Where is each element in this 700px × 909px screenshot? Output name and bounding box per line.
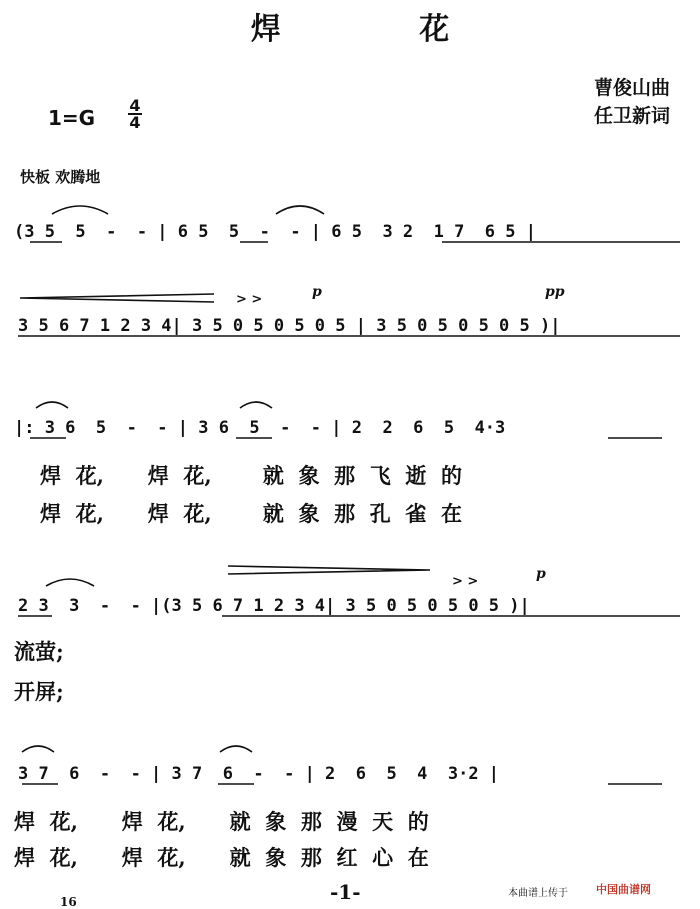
accent-marks: > > <box>452 574 479 589</box>
site-logo: 中国曲谱网 <box>596 883 651 896</box>
accent-marks: > > <box>236 292 263 307</box>
time-signature-denominator: 4 <box>129 113 141 132</box>
page-number: -1- <box>330 880 361 904</box>
source-text: 本曲谱上传于 <box>508 888 568 899</box>
crescendo-hairpin <box>20 294 214 302</box>
lyricist: 任卫新词 <box>593 105 670 127</box>
slur <box>46 579 94 586</box>
slur <box>276 206 324 214</box>
dynamic-mark: p <box>536 566 546 582</box>
lyric-line-6: 焊 花, 焊 花, 就 象 那 红 心 在 <box>14 845 429 870</box>
composer: 曹俊山曲 <box>593 77 670 99</box>
notation-row-4: 2 3 3 - - |(3 5 6 7 1 2 3 4| 3 5 0 5 0 5 0 5 )| <box>18 596 530 616</box>
notation-row-1: (3 5 5 - - | 6 5 5 - - | 6 5 3 2 1 7 6 5 | <box>14 222 536 242</box>
crescendo-hairpin <box>228 566 430 574</box>
lyric-line-4: 开屏; <box>14 679 64 704</box>
slur <box>220 746 252 752</box>
notation-row-2: 3 5 6 7 1 2 3 4| 3 5 0 5 0 5 0 5 | 3 5 0 5 0 5 0 5 )| <box>18 316 561 336</box>
lyric-line-2: 焊 花, 焊 花, 就 象 那 孔 雀 在 <box>40 501 463 526</box>
time-signature-numerator: 4 <box>129 96 141 115</box>
notation-row-5: 3 7 6 - - | 3 7 6 - - | 2 6 5 4 3·2 | <box>18 764 500 784</box>
notation-row-3: |: 3 6 5 - - | 3 6 5 - - | 2 2 6 5 4·3 <box>14 418 506 438</box>
lyric-line-5: 焊 花, 焊 花, 就 象 那 漫 天 的 <box>14 809 429 834</box>
slur <box>240 402 272 408</box>
page-fragment: 16 <box>60 895 77 909</box>
key-signature: 1=G <box>48 106 96 130</box>
slur <box>22 746 54 752</box>
song-title: 焊 花 <box>250 12 514 47</box>
lyric-line-3: 流萤; <box>14 639 64 664</box>
dynamic-mark: p <box>312 284 322 300</box>
tempo-marking: 快板 欢腾地 <box>20 168 101 186</box>
slur <box>36 402 68 408</box>
slur <box>52 206 108 214</box>
dynamic-mark: pp <box>545 284 565 300</box>
lyric-line-1: 焊 花, 焊 花, 就 象 那 飞 逝 的 <box>40 463 463 488</box>
